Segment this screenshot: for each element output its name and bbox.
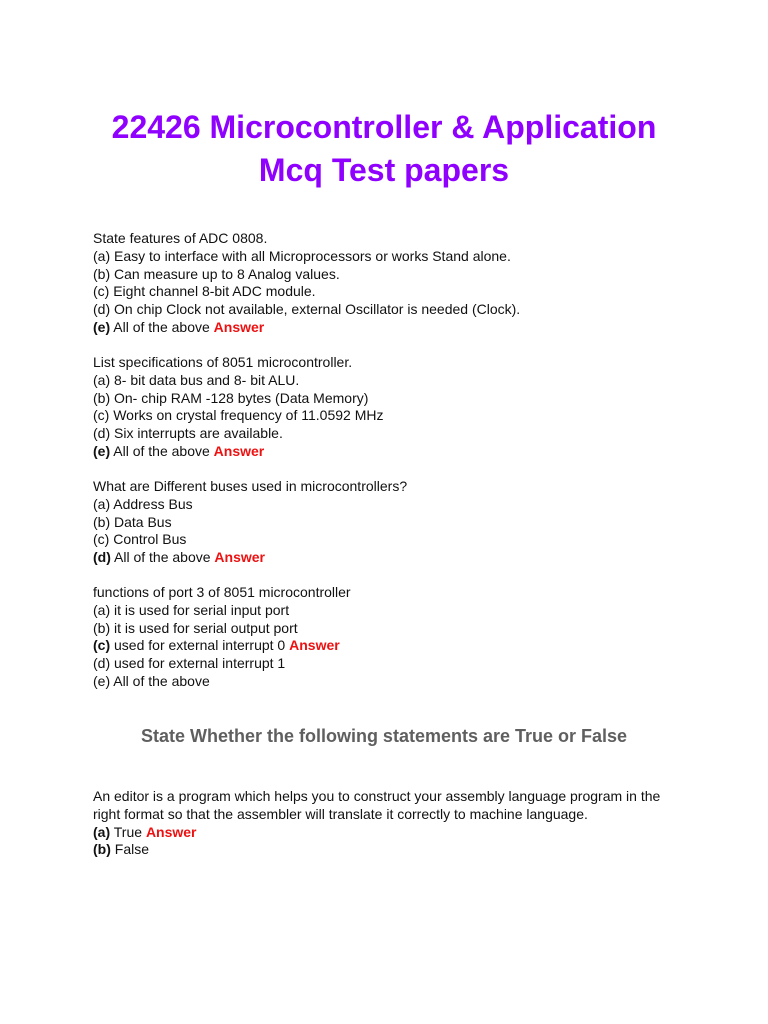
question-text: State features of ADC 0808. xyxy=(93,230,268,246)
question-block-1 xyxy=(93,230,683,337)
page-title xyxy=(0,106,768,192)
option-a: (a) 8- bit data bus and 8- bit ALU. xyxy=(93,371,300,388)
option-marker: (e) xyxy=(93,442,111,459)
option-d: (d) On chip Clock not available, external Oscillator is needed (Clock). xyxy=(93,301,521,318)
option-b: (b) Can measure up to 8 Analog values. xyxy=(93,265,340,282)
option-text: All of the above xyxy=(114,549,211,566)
question-text: functions of port 3 of 8051 microcontroller xyxy=(93,584,351,600)
option-c-correct xyxy=(93,637,683,655)
option-b: (b) Data Bus xyxy=(93,513,172,530)
option-c: (c) Works on crystal frequency of 11.0592 MHz xyxy=(93,407,384,424)
option-text: True xyxy=(113,823,143,840)
option-e: (e) All of the above xyxy=(93,672,210,689)
option-text: False xyxy=(114,841,150,858)
question-text: What are Different buses used in microcontrollers? xyxy=(93,478,408,494)
section-heading: State Whether the following statements are True or False xyxy=(140,726,628,746)
answer-label: Answer xyxy=(213,442,265,459)
option-d: (d) Six interrupts are available. xyxy=(93,425,283,442)
answer-label: Answer xyxy=(213,318,265,335)
option-b xyxy=(93,841,683,859)
option-a: (a) Address Bus xyxy=(93,495,193,512)
option-c: (c) Eight channel 8-bit ADC module. xyxy=(93,283,316,300)
question-block-5 xyxy=(93,788,683,859)
answer-label: Answer xyxy=(145,823,197,840)
question-text: An editor is a program which helps you to construct your assembly language program in the right format so that the assembler will translate it correctly to machine language. xyxy=(93,788,661,822)
option-e-correct xyxy=(93,319,683,337)
question-block-2 xyxy=(93,354,683,461)
question-text: List specifications of 8051 microcontroller. xyxy=(93,354,353,370)
question-block-4 xyxy=(93,584,683,691)
option-d-correct xyxy=(93,549,683,567)
option-marker: (d) xyxy=(93,549,111,566)
option-marker: (b) xyxy=(93,841,111,858)
option-marker: (c) xyxy=(93,637,111,654)
answer-label: Answer xyxy=(289,637,340,654)
title-line-2: Mcq Test papers xyxy=(258,152,510,188)
title-line-1: 22426 Microcontroller & Application xyxy=(111,109,657,145)
option-text: used for external interrupt 0 xyxy=(114,637,286,654)
option-marker: (a) xyxy=(93,823,111,840)
option-marker: (e) xyxy=(93,318,111,335)
option-d: (d) used for external interrupt 1 xyxy=(93,655,286,672)
option-b: (b) it is used for serial output port xyxy=(93,619,298,636)
answer-label: Answer xyxy=(214,549,265,566)
option-c: (c) Control Bus xyxy=(93,531,187,548)
option-text: All of the above xyxy=(113,318,210,335)
option-e-correct xyxy=(93,443,683,461)
question-block-3 xyxy=(93,478,683,567)
option-a: (a) it is used for serial input port xyxy=(93,601,290,618)
option-b: (b) On- chip RAM -128 bytes (Data Memory) xyxy=(93,389,369,406)
option-text: All of the above xyxy=(113,442,210,459)
option-a-correct xyxy=(93,824,683,842)
option-a: (a) Easy to interface with all Microprocessors or works Stand alone. xyxy=(93,247,511,264)
